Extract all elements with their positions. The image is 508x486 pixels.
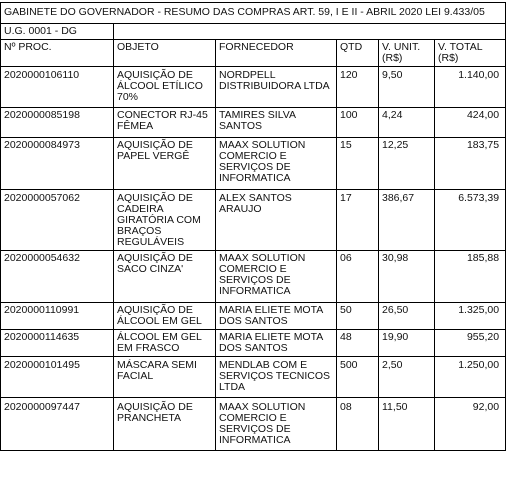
cell-v-total: 185,88 bbox=[435, 251, 506, 303]
cell-objeto: AQUISIÇÃO DE PAPEL VERGÊ bbox=[114, 138, 216, 190]
cell-proc: 2020000054632 bbox=[1, 251, 114, 303]
cell-qtd: 15 bbox=[337, 138, 379, 190]
cell-fornecedor: TAMIRES SILVA SANTOS bbox=[216, 108, 337, 138]
header-v-total-currency: (R$) bbox=[438, 52, 459, 64]
cell-qtd: 100 bbox=[337, 108, 379, 138]
header-v-total bbox=[435, 40, 506, 67]
cell-qtd: 17 bbox=[337, 190, 379, 251]
header-v-unit-label: V. UNIT. bbox=[382, 41, 421, 53]
cell-objeto: AQUISIÇÃO DE PRANCHETA bbox=[114, 398, 216, 451]
title-row bbox=[1, 3, 506, 24]
cell-qtd: 06 bbox=[337, 251, 379, 303]
table-row bbox=[1, 138, 506, 190]
table-row bbox=[1, 330, 506, 357]
cell-proc: 2020000057062 bbox=[1, 190, 114, 251]
document-title: GABINETE DO GOVERNADOR - RESUMO DAS COMPRAS ART. 59, I E II - ABRIL 2020 LEI 9.433/05 bbox=[1, 3, 506, 24]
cell-v-unit: 11,50 bbox=[379, 398, 435, 451]
cell-fornecedor: MAAX SOLUTION COMERCIO E SERVIÇOS DE INFORMATICA bbox=[216, 398, 337, 451]
cell-v-unit: 9,50 bbox=[379, 67, 435, 108]
purchase-summary-document bbox=[0, 2, 506, 451]
cell-proc: 2020000101495 bbox=[1, 357, 114, 398]
cell-objeto: AQUISIÇÃO DE SACO CINZA' bbox=[114, 251, 216, 303]
cell-fornecedor: MENDLAB COM E SERVIÇOS TECNICOS LTDA bbox=[216, 357, 337, 398]
table-row bbox=[1, 398, 506, 451]
table-row bbox=[1, 357, 506, 398]
cell-qtd: 120 bbox=[337, 67, 379, 108]
header-objeto: OBJETO bbox=[114, 40, 216, 67]
cell-fornecedor: MARIA ELIETE MOTA DOS SANTOS bbox=[216, 303, 337, 330]
cell-proc: 2020000084973 bbox=[1, 138, 114, 190]
cell-fornecedor: NORDPELL DISTRIBUIDORA LTDA bbox=[216, 67, 337, 108]
cell-proc: 2020000106110 bbox=[1, 67, 114, 108]
cell-qtd: 08 bbox=[337, 398, 379, 451]
cell-v-total: 183,75 bbox=[435, 138, 506, 190]
cell-proc: 2020000114635 bbox=[1, 330, 114, 357]
cell-qtd: 48 bbox=[337, 330, 379, 357]
table-row bbox=[1, 108, 506, 138]
table-row bbox=[1, 67, 506, 108]
cell-objeto: ÁLCOOL EM GEL EM FRASCO bbox=[114, 330, 216, 357]
cell-v-total: 424,00 bbox=[435, 108, 506, 138]
header-fornecedor: FORNECEDOR bbox=[216, 40, 337, 67]
table-row bbox=[1, 190, 506, 251]
unit-label: U.G. 0001 - DG bbox=[1, 24, 114, 40]
cell-v-unit: 26,50 bbox=[379, 303, 435, 330]
cell-v-total: 6.573,39 bbox=[435, 190, 506, 251]
cell-v-unit: 386,67 bbox=[379, 190, 435, 251]
cell-proc: 2020000085198 bbox=[1, 108, 114, 138]
cell-v-total: 1.325,00 bbox=[435, 303, 506, 330]
cell-v-total: 1.250,00 bbox=[435, 357, 506, 398]
unit-row bbox=[1, 24, 506, 40]
cell-objeto: AQUISIÇÃO DE ÁLCOOL EM GEL bbox=[114, 303, 216, 330]
cell-objeto: CONECTOR RJ-45 FÊMEA bbox=[114, 108, 216, 138]
cell-v-unit: 12,25 bbox=[379, 138, 435, 190]
header-row bbox=[1, 40, 506, 67]
cell-objeto: AQUISIÇÃO DE CADEIRA GIRATÓRIA COM BRAÇOS REGULÁVEIS bbox=[114, 190, 216, 251]
cell-fornecedor: MARIA ELIETE MOTA DOS SANTOS bbox=[216, 330, 337, 357]
table-row bbox=[1, 251, 506, 303]
cell-v-total: 1.140,00 bbox=[435, 67, 506, 108]
unit-row-blank bbox=[114, 24, 506, 40]
header-v-unit bbox=[379, 40, 435, 67]
header-v-unit-currency: (R$) bbox=[382, 52, 403, 64]
cell-objeto: MÁSCARA SEMI FACIAL bbox=[114, 357, 216, 398]
header-proc: Nº PROC. bbox=[1, 40, 114, 67]
cell-proc: 2020000110991 bbox=[1, 303, 114, 330]
cell-v-total: 92,00 bbox=[435, 398, 506, 451]
cell-fornecedor: ALEX SANTOS ARAUJO bbox=[216, 190, 337, 251]
cell-proc: 2020000097447 bbox=[1, 398, 114, 451]
cell-v-unit: 4,24 bbox=[379, 108, 435, 138]
cell-objeto: AQUISIÇÃO DE ÁLCOOL ETÍLICO 70% bbox=[114, 67, 216, 108]
cell-v-unit: 2,50 bbox=[379, 357, 435, 398]
cell-v-unit: 30,98 bbox=[379, 251, 435, 303]
cell-qtd: 500 bbox=[337, 357, 379, 398]
cell-qtd: 50 bbox=[337, 303, 379, 330]
cell-fornecedor: MAAX SOLUTION COMERCIO E SERVIÇOS DE INFORMATICA bbox=[216, 251, 337, 303]
purchase-summary-table bbox=[0, 2, 506, 451]
header-v-total-label: V. TOTAL bbox=[438, 41, 483, 53]
cell-v-unit: 19,90 bbox=[379, 330, 435, 357]
table-row bbox=[1, 303, 506, 330]
header-qtd: QTD bbox=[337, 40, 379, 67]
cell-fornecedor: MAAX SOLUTION COMERCIO E SERVIÇOS DE INFORMATICA bbox=[216, 138, 337, 190]
cell-v-total: 955,20 bbox=[435, 330, 506, 357]
